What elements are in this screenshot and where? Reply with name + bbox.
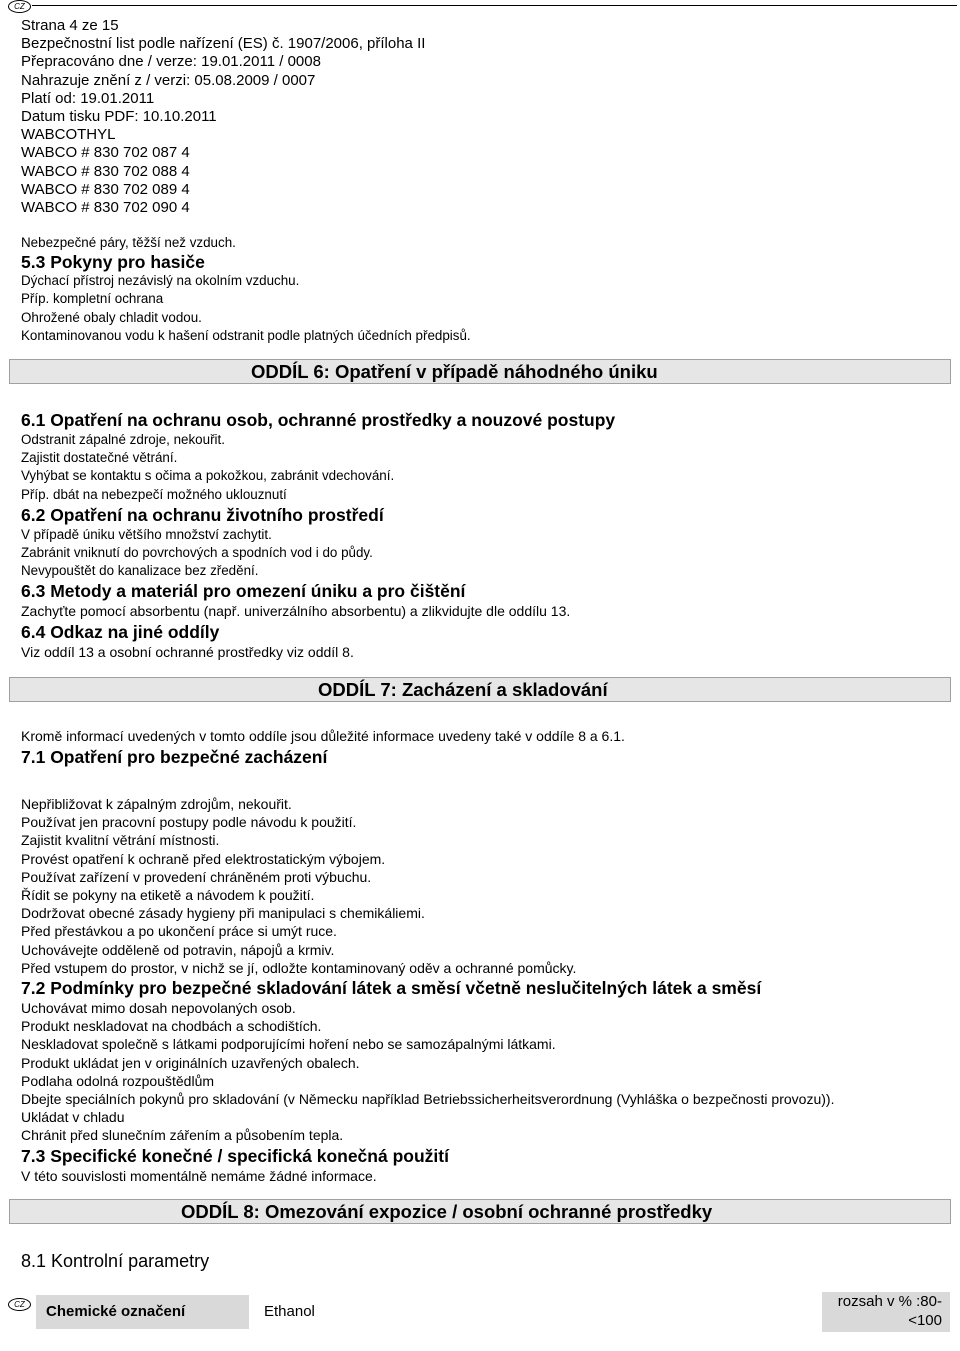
list-item: Řídit se pokyny na etiketě a návodem k použití.	[21, 887, 315, 904]
body-text: Odstranit zápalné zdroje, nekouřit.	[21, 432, 225, 447]
chemical-name-label: Chemické označení	[36, 1295, 249, 1329]
list-item: Podlaha odolná rozpouštědlům	[21, 1072, 215, 1089]
header-line: Datum tisku PDF: 10.10.2011	[21, 108, 217, 126]
list-item: Neskladovat společně s látkami podporujícími hoření nebo se samozápalnými látkami.	[21, 1036, 556, 1053]
country-badge: CZ	[8, 0, 31, 13]
section-7-banner	[9, 677, 951, 702]
body-text: Vyhýbat se kontaktu s očima a pokožkou, zabránit vdechování.	[21, 468, 395, 484]
list-item: Používat zařízení v provedení chráněném proti výbuchu.	[21, 868, 372, 885]
header-line: WABCO # 830 702 088 4	[21, 162, 190, 180]
list-item: Uchovávat mimo dosah nepovolaných osob.	[21, 1000, 296, 1017]
list-item: Nepřibližovat k zápalným zdrojům, nekouřit.	[21, 796, 292, 812]
header-line: WABCO # 830 702 087 4	[21, 144, 190, 162]
country-badge: CZ	[8, 1298, 31, 1311]
chemical-name-value: Ethanol	[264, 1303, 315, 1320]
composition-table-row	[0, 1290, 960, 1335]
section-5-block	[21, 234, 471, 345]
section-7-intro: Kromě informací uvedených v tomto oddíle jsou důležité informace uvedeny také v oddíle 8 a 6.1.	[21, 728, 625, 744]
list-item: Před přestávkou a po ukončení práce si umýt ruce.	[21, 923, 337, 940]
body-text: Příp. dbát na nebezpečí možného uklouznutí	[21, 486, 287, 502]
heading-8-1: 8.1 Kontrolní parametry	[21, 1251, 210, 1271]
heading-6-2: 6.2 Opatření na ochranu životního prostředí	[21, 504, 384, 525]
header-divider	[32, 5, 957, 6]
list-item: V této souvislosti momentálně nemáme žádné informace.	[21, 1167, 377, 1184]
body-text: Příp. kompletní ochrana	[21, 291, 164, 307]
list-item: Používat jen pracovní postupy podle návodu k použití.	[21, 814, 357, 831]
section-7-title: ODDÍL 7: Zacházení a skladování	[318, 679, 608, 700]
list-item: Produkt neskladovat na chodbách a schodištích.	[21, 1018, 322, 1035]
heading-6-3: 6.3 Metody a materiál pro omezení úniku a pro čištění	[21, 581, 466, 602]
body-text: Zajistit dostatečné větrání.	[21, 450, 178, 466]
section-8-banner	[9, 1199, 951, 1224]
heading-5-3: 5.3 Pokyny pro hasiče	[21, 252, 205, 273]
body-text: V případě úniku většího množství zachytit.	[21, 526, 272, 542]
concentration-range-line: <100	[908, 1312, 942, 1329]
heading-6-4: 6.4 Odkaz na jiné oddíly	[21, 621, 220, 642]
section-6-block	[21, 409, 615, 661]
list-item: Chránit před slunečním zářením a působením tepla.	[21, 1127, 344, 1144]
body-text: Viz oddíl 13 a osobní ochranné prostředky viz oddíl 8.	[21, 643, 354, 660]
heading-7-1: 7.1 Opatření pro bezpečné zacházení	[21, 747, 328, 767]
list-item: Před vstupem do prostor, v nichž se jí, odložte kontaminovaný oděv a ochranné pomůcky.	[21, 959, 577, 976]
body-text: Nebezpečné páry, těžší než vzduch.	[21, 235, 236, 250]
section-6-title: ODDÍL 6: Opatření v případě náhodného úniku	[251, 361, 658, 382]
header-line: WABCOTHYL	[21, 126, 116, 144]
list-item: Zajistit kvalitní větrání místnosti.	[21, 832, 220, 849]
list-item: Provést opatření k ochraně před elektrostatickým výbojem.	[21, 850, 386, 867]
concentration-range	[822, 1292, 950, 1332]
header-line: WABCO # 830 702 090 4	[21, 199, 190, 217]
body-text: Kontaminovanou vodu k hašení odstranit podle platných účedních předpisů.	[21, 327, 471, 343]
list-item: Dodržovat obecné zásady hygieny při manipulaci s chemikáliemi.	[21, 905, 425, 922]
header-line: Strana 4 ze 15	[21, 17, 119, 34]
concentration-range-line: rozsah v % :80-	[837, 1293, 942, 1310]
list-item: Uchovávejte odděleně od potravin, nápojů a krmiv.	[21, 941, 335, 958]
header-line: WABCO # 830 702 089 4	[21, 180, 190, 198]
body-text: Zachyťte pomocí absorbentu (např. univerzálního absorbentu) a zlikvidujte dle oddílu 13.	[21, 603, 571, 620]
header-line: Nahrazuje znění z / verzi: 05.08.2009 / 0007	[21, 71, 316, 89]
body-text: Ohrožené obaly chladit vodou.	[21, 309, 202, 325]
section-8-title: ODDÍL 8: Omezování expozice / osobní ochranné prostředky	[181, 1201, 713, 1222]
list-item: Ukládat v chladu	[21, 1109, 125, 1126]
heading-7-2: 7.2 Podmínky pro bezpečné skladování látek a směsí včetně neslučitelných látek a směsí	[21, 978, 762, 999]
heading-6-1: 6.1 Opatření na ochranu osob, ochranné prostředky a nouzové postupy	[21, 410, 616, 430]
body-text: Dýchací přístroj nezávislý na okolním vzduchu.	[21, 273, 300, 289]
list-item: Dbejte speciálních pokynů pro skladování (v Německu například Betriebssicherheitsverordnung (Vyhláška o bezpečnosti provozu)).	[21, 1091, 835, 1108]
heading-7-3: 7.3 Specifické konečné / specifická konečná použití	[21, 1145, 449, 1166]
body-text: Nevypouštět do kanalizace bez zředění.	[21, 563, 259, 579]
list-item: Produkt ukládat jen v originálních uzavřených obalech.	[21, 1054, 360, 1071]
body-text: Zabránit vniknutí do povrchových a spodních vod i do půdy.	[21, 545, 373, 561]
section-7-1-list	[21, 795, 834, 1185]
header-line: Platí od: 19.01.2011	[21, 89, 155, 107]
header-line: Bezpečnostní list podle nařízení (ES) č. 1907/2006, příloha II	[21, 35, 426, 53]
header-line: Přepracováno dne / verze: 19.01.2011 / 0008	[21, 53, 321, 71]
section-6-banner	[9, 359, 951, 384]
document-header	[21, 17, 425, 217]
